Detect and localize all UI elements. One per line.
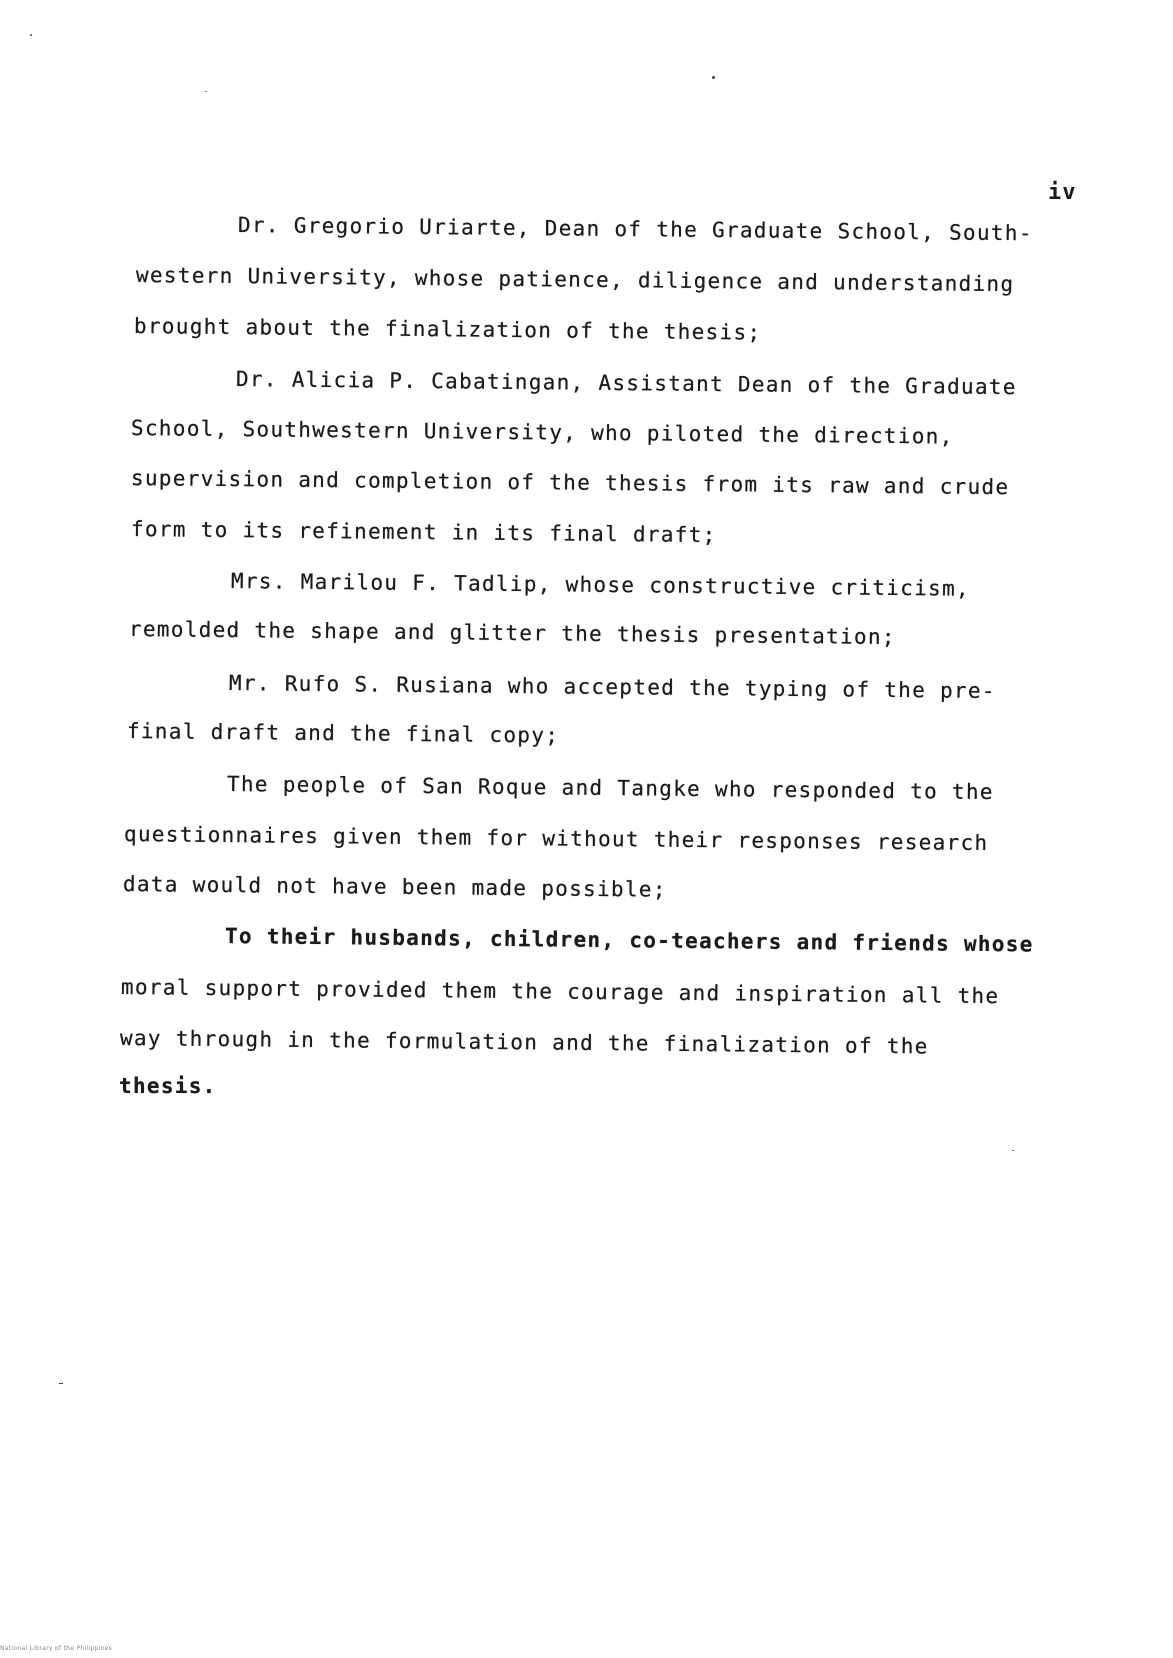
paragraph-5-line-1: The people of San Roque and Tangke who responded to the: [226, 772, 994, 805]
paragraph-3-line-2: remolded the shape and glitter the thesis presentation;: [128, 617, 896, 650]
paragraph-1-line-3: brought about the finalization of the thesis;: [133, 314, 762, 345]
paragraph-6-line-1: To their husbands, children, co-teachers and friends whose: [224, 924, 1034, 957]
paragraph-4-line-1: Mr. Rufo S. Rusiana who accepted the typing of the pre-: [228, 671, 996, 704]
paragraph-2-line-2: School, Southwestern University, who piloted the direction,: [130, 416, 954, 449]
scan-speck: [1012, 1150, 1014, 1151]
paragraph-5-line-2: questionnaires given them for without their responses research: [123, 822, 989, 856]
paragraph-3-line-1: Mrs. Marilou F. Tadlip, whose constructive criticism,: [230, 569, 971, 601]
footer-watermark: National Library of the Philippines: [0, 1645, 113, 1652]
paragraph-2-line-1: Dr. Alicia P. Cabatingan, Assistant Dean of the Graduate: [235, 367, 1017, 400]
paragraph-4-line-2: final draft and the final copy;: [126, 719, 560, 748]
paragraph-5-line-3: data would not have been made possible;: [122, 872, 667, 902]
scan-speck: [30, 34, 32, 36]
paragraph-2-line-3: supervision and completion of the thesis from its raw and crude: [130, 466, 1010, 500]
scan-speck: [59, 1383, 63, 1384]
scan-speck: [205, 91, 207, 92]
paragraph-6-line-2: moral support provided them the courage and inspiration all the: [120, 975, 1000, 1009]
paragraph-6-line-3: way through in the formulation and the finalization of the: [119, 1026, 929, 1059]
paragraph-2-line-4: form to its refinement in its final draft;: [130, 517, 717, 548]
page-number: iv: [1048, 180, 1077, 205]
paragraph-1-line-1: Dr. Gregorio Uriarte, Dean of the Graduate School, South-: [237, 213, 1033, 246]
paragraph-6-line-4: thesis.: [119, 1074, 217, 1098]
scan-speck: [712, 76, 715, 79]
paragraph-1-line-2: western University, whose patience, diligence and understanding: [135, 263, 1015, 297]
